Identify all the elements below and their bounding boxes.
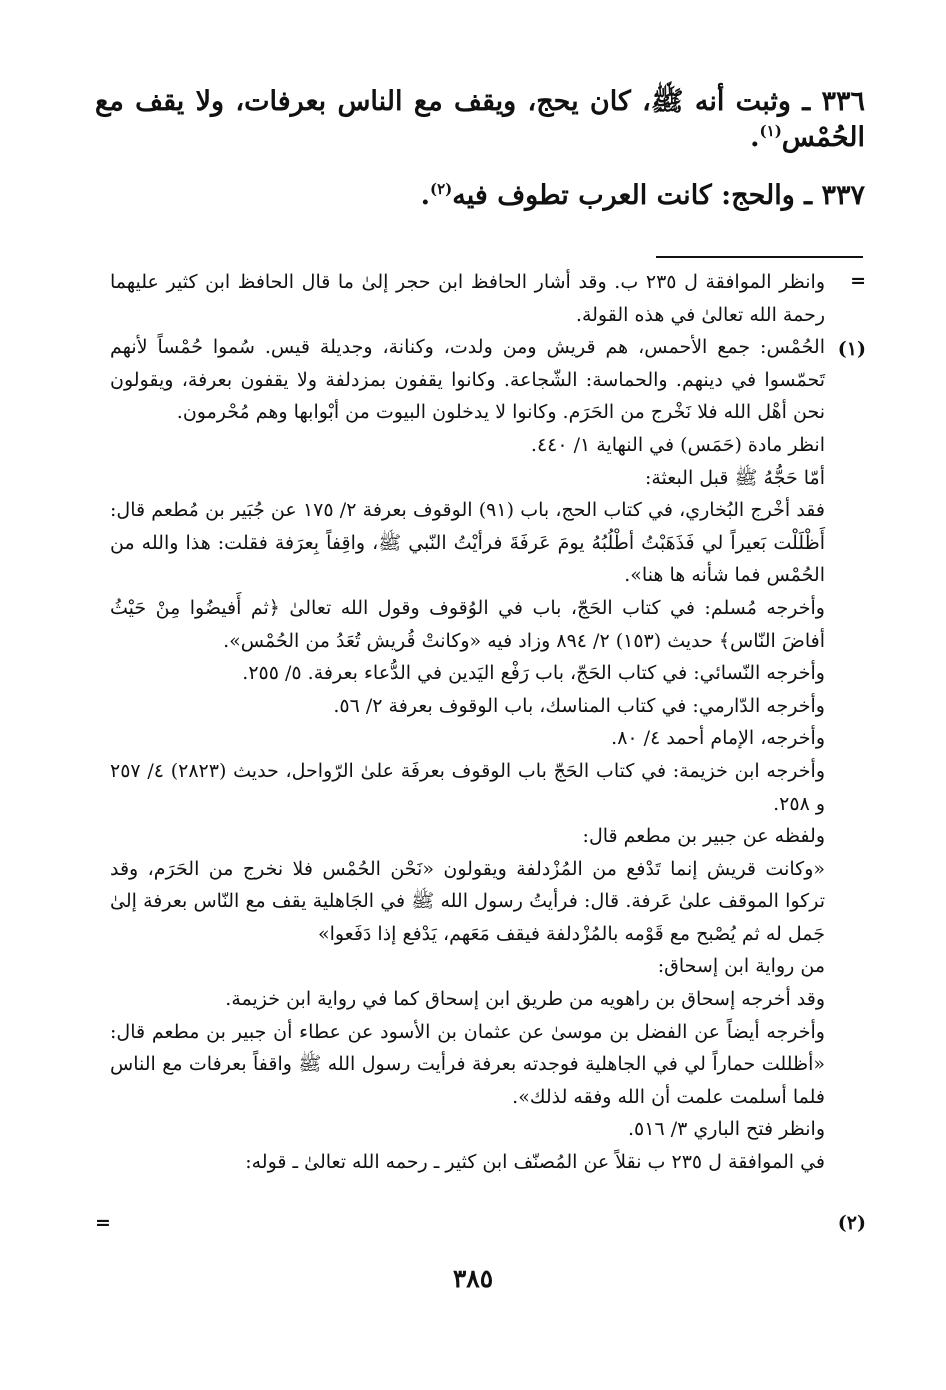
footnotes-block <box>110 266 825 1179</box>
para-336-end: . <box>750 122 760 153</box>
footnote-1-marker: (١) <box>837 338 866 360</box>
footnote-continuation: وانظر الموافقة ل ٢٣٥ ب. وقد أشار الحافظ ابن حجر إلىٰ ما قال الحافظ ابن كثير عليهما رحمة الله تعالىٰ في هذه القولة. <box>110 271 825 326</box>
para-336-text: ٣٣٦ ـ وثبت أنه ﷺ، كان يحج، ويقف مع الناس بعرفات، ولا يقف مع الحُمْس <box>95 86 865 153</box>
footnote-1-line: وأخرجه الدّارمي: في كتاب المناسك، باب الوقوف بعرفة ٢/ ٥٦. <box>333 694 825 717</box>
footnote-1-line: انظر مادة (حَمَس) في النهاية ١/ ٤٤٠. <box>530 433 825 456</box>
footnote-2-marker: (٢) <box>837 1212 866 1234</box>
footnote-1-line: وأخرجه أيضاً عن الفضل بن موسىٰ عن عثمان بن الأسود عن عطاء أن جبير بن مطعم قال: «أظللت حماراً لي في الجاهلية فوجدته بعرفة فرأيت رسول الله ﷺ واقفاً بعرفات مع الناس فلما أسلمت علمت أن الله وفقه لذلك». <box>110 1020 825 1108</box>
footnote-1-line: من رواية ابن إسحاق: <box>657 955 825 978</box>
footnote-separator <box>656 256 863 258</box>
page-number: ٣٨٥ <box>452 1264 494 1293</box>
footnote-1-line: ولفظه عن جبير بن مطعم قال: <box>582 825 825 848</box>
footnote-1-line: وقد أخرجه إسحاق بن راهويه من طريق ابن إسحاق كما في رواية ابن خزيمة. <box>225 988 825 1011</box>
footnote-1-line: وأخرجه مُسلم: في كتاب الحَجّ، باب في الوُقوف وقول الله تعالىٰ ﴿ثم أَفيضُوا مِنْ حَيْثُ أفاضَ النّاس﴾ حديث (١٥٣) ٢/ ٨٩٤ وزاد فيه «وكانتْ قُريش تُعَدُ من الحُمْس». <box>110 596 825 652</box>
footnote-2-text: في الموافقة ل ٢٣٥ ب نقلاً عن المُصنّف ابن كثير ـ رحمه الله تعالىٰ ـ قوله: <box>245 1151 825 1174</box>
para-337-end: . <box>420 180 430 211</box>
main-paragraph-336 <box>95 84 865 156</box>
footnote-1-line: وأخرجه، الإمام أحمد ٤/ ٨٠. <box>611 727 825 750</box>
continuation-marker: = <box>850 270 866 292</box>
footnote-1-line: فقد أخْرج البُخاري، في كتاب الحج، باب (٩١) الوقوف بعرفة ٢/ ١٧٥ عن جُبَير بن مُطعم قال: أَظْلَلْت بَعيراً لي فَذَهَبْتُ أطْلُبُهُ يومَ عَرفَةَ فرأيْتُ النّبي ﷺ، واقِفاً بِعرَفة فقلت: هذا والله من الحُمْس فما شأنه ها هنا». <box>110 499 825 587</box>
footnote-1-line: «وكانت قريش إنما تَدْفع من المُزْدلفة ويقولون «نَحْن الحُمْس فلا نخرج من الحَرَم، وقد تركوا الموقف علىٰ عَرفة. قال: فرأيتُ رسول الله ﷺ في الجَاهلية يقف مع النّاس بعرفة إلىٰ جَمل له ثم يُصْبح مع قَوْمه بالمُزْدلفة فيقف مَعَهم، يَدْفع إذا دَفَعوا» <box>110 857 825 945</box>
footnote-ref-2[interactable]: (٢) <box>429 180 453 198</box>
footnote-1-line: الحُمْس: جمع الأحمس، هم قريش ومن ولدت، وكنانة، وجديلة قيس. سُموا حُمْساً لأنهم تَحمّسوا في دينهم. والحماسة: الشّجاعة. وكانوا يقفون بمزدلفة ولا يقفون بعرفة، ويقولون نحن أهْل الله فلا نَخْرج من الحَرَم. وكانوا لا يدخلون البيوت من أبْوابها وهم مُحْرمون. <box>110 336 825 424</box>
footnote-1-line: وأخرجه النّسائي: في كتاب الحَجّ، باب رَفْع اليَدين في الدُّعاء بعرفة. ٥/ ٢٥٥. <box>242 662 825 685</box>
main-paragraph-337 <box>95 178 865 214</box>
footnote-2-continuation-marker: = <box>95 1212 111 1234</box>
footnote-1-line: وانظر فتح الباري ٣/ ٥١٦. <box>628 1118 825 1141</box>
para-337-text: ٣٣٧ ـ والحج: كانت العرب تطوف فيه <box>452 180 865 211</box>
footnote-ref-1[interactable]: (١) <box>759 122 782 140</box>
footnote-1-line: أمّا حَجُّهُ ﷺ قبل البعثة: <box>644 466 825 489</box>
footnote-1-line: وأخرجه ابن خزيمة: في كتاب الحَجّ باب الوقوف بعرفَة علىٰ الرّواحل، حديث (٢٨٢٣) ٤/ ٢٥٧ و ٢٥٨. <box>110 759 825 815</box>
